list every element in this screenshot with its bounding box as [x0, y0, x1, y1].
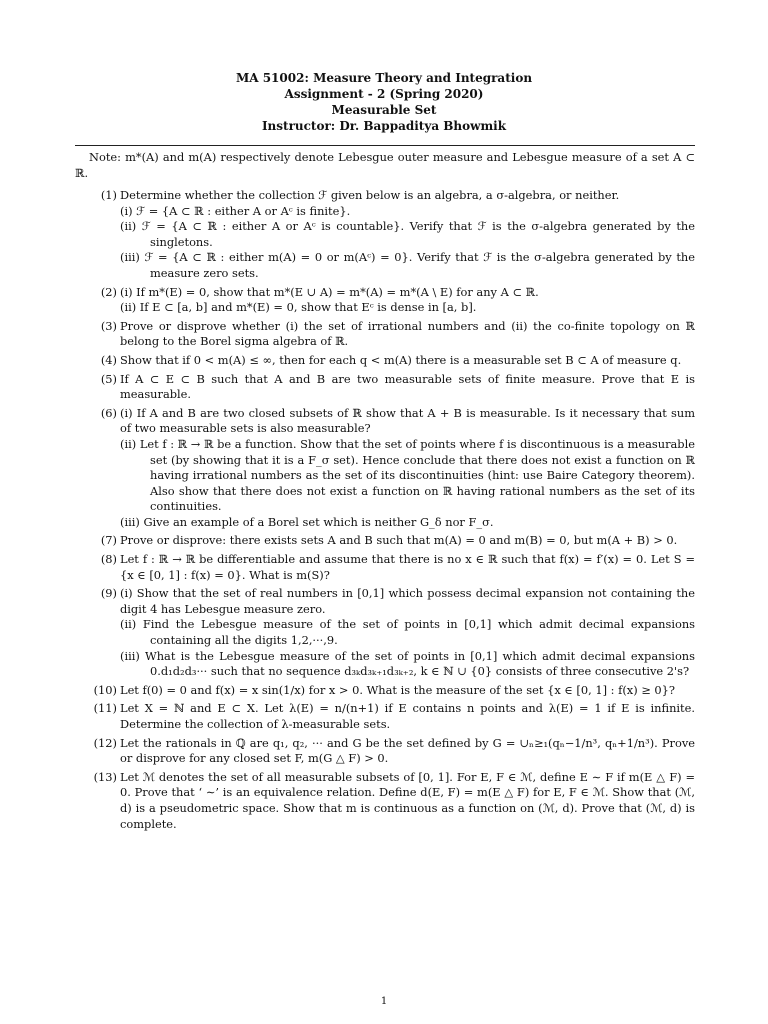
- problem-text-line: (ii) If E ⊂ [a, b] and m*(E) = 0, show that Eᶜ is dense in [a, b].: [120, 300, 477, 315]
- problem-item: [75, 533, 695, 549]
- problem-item: [75, 188, 695, 282]
- problem-number: (6): [100, 405, 117, 420]
- problem-text-line: Prove or disprove: there exists sets A and B such that m(A) = 0 and m(B) = 0, but m(A + B) > 0.: [120, 533, 678, 548]
- problem-text-line: Let f : ℝ → ℝ be differentiable and assume that there is no x ∈ ℝ such that f(x) = f′(x) = 0. Let S = {x ∈ [0, 1] : f(x) = 0}. What is m(S)?: [120, 552, 695, 582]
- problem-item: [75, 736, 695, 767]
- note-paragraph: Note: m*(A) and m(A) respectively denote Lebesgue outer measure and Lebesgue measure of a set A ⊂ ℝ.: [75, 150, 695, 180]
- document-header: [0, 70, 768, 134]
- instructor-name: Instructor: Dr. Bappaditya Bhowmik: [261, 119, 507, 133]
- problem-number: (12): [93, 735, 117, 750]
- problem-number: (2): [100, 284, 117, 299]
- problem-item: [75, 285, 695, 316]
- problem-text-line: (i) If A and B are two closed subsets of ℝ show that A + B is measurable. Is it necessary that sum of two measurable sets is also measurable?: [120, 405, 695, 436]
- problem-number: (4): [100, 352, 117, 367]
- problem-number: (1): [100, 188, 117, 202]
- problem-item: [75, 372, 695, 403]
- problem-text-line: Let the rationals in ℚ are q₁, q₂, ··· and G be the set defined by G = ∪ₙ≥₁(qₙ−1/n³, qₙ+1/n³). Prove or disprove for any closed set F, m(G △ F) > 0.: [120, 735, 695, 766]
- problem-text-line: Let X = ℕ and E ⊂ X. Let λ(E) = n/(n+1) if E contains n points and λ(E) = 1 if E is infinite. Determine the collection of λ-measurable sets.: [120, 701, 695, 731]
- problem-text-line: (ii) Find the Lebesgue measure of the set of points in [0,1] which admit decimal expansions containing all the digits 1,2,···,9.: [120, 617, 695, 648]
- problem-text-line: Let ℳ denotes the set of all measurable subsets of [0, 1]. For E, F ∈ ℳ, define E ∼ F if m(E △ F) = 0. Prove that ‘ ∼’ is an equivalence relation. Define d(E, F) = m(E △ F) for E, F ∈ ℳ. Show that (ℳ, d) is a pseudometric space. Show that m is continuous as a function on (ℳ, d). Prove that (ℳ, d) is complete.: [120, 769, 695, 831]
- problem-item: [75, 701, 695, 732]
- problem-item: [75, 319, 695, 350]
- problem-number: (3): [100, 318, 117, 333]
- assignment-title: Assignment - 2 (Spring 2020): [284, 87, 484, 101]
- problem-text-line: (i) If m*(E) = 0, show that m*(E ∪ A) = m*(A) = m*(A \ E) for any A ⊂ ℝ.: [120, 284, 539, 299]
- header-divider: [75, 145, 695, 146]
- problem-number: (7): [100, 533, 117, 548]
- problem-text-line: Determine whether the collection ℱ given below is an algebra, a σ-algebra, or neither.: [120, 188, 620, 202]
- problem-text-line: Show that if 0 < m(A) ≤ ∞, then for each q < m(A) there is a measurable set B ⊂ A of measure q.: [120, 352, 682, 367]
- problem-text-line: (i) Show that the set of real numbers in [0,1] which possess decimal expansion not containing the digit 4 has Lebesgue measure zero.: [120, 586, 695, 616]
- problem-text-line: If A ⊂ E ⊂ B such that A and B are two measurable sets of finite measure. Prove that E is measurable.: [120, 371, 695, 402]
- problem-text-line: (ii) ℱ = {A ⊂ ℝ : either A or Aᶜ is countable}. Verify that ℱ is the σ-algebra generated by the singletons.: [120, 219, 695, 249]
- problem-item: [75, 683, 695, 699]
- problem-text-line: (iii) Give an example of a Borel set which is neither G_δ nor F_σ.: [120, 514, 494, 529]
- problem-text-line: (iii) ℱ = {A ⊂ ℝ : either m(A) = 0 or m(Aᶜ) = 0}. Verify that ℱ is the σ-algebra generated by the measure zero sets.: [120, 250, 695, 280]
- problem-item: [75, 552, 695, 583]
- topic-title: Measurable Set: [331, 103, 437, 117]
- problem-number: (13): [93, 769, 117, 784]
- page-number: 1: [380, 996, 388, 1007]
- problem-text-line: (iii) What is the Lebesgue measure of the set of points in [0,1] which admit decimal expansions 0.d₁d₂d₃··· such that no sequence d₃ₖd₃ₖ₊₁d₃ₖ₊₂, k ∈ ℕ ∪ {0} consists of three consecutive 2's?: [120, 648, 695, 679]
- problem-item: [75, 353, 695, 369]
- problem-text-line: Prove or disprove whether (i) the set of irrational numbers and (ii) the co-finite topology on ℝ belong to the Borel sigma algebra of ℝ.: [120, 318, 695, 349]
- problem-text-line: (i) ℱ = {A ⊂ ℝ : either A or Aᶜ is finite}.: [120, 203, 351, 218]
- problem-number: (11): [93, 701, 117, 716]
- problem-text-line: (ii) Let f : ℝ → ℝ be a function. Show that the set of points where f is discontinuous is a measurable set (by showing that it is a F_σ set). Hence conclude that there does not exist a function on ℝ having irrational numbers as the set of its discontinuities (hint: use Baire Category theorem). Also show that there does not exist a function on ℝ having rational numbers as the set of its continuities.: [120, 436, 695, 514]
- problem-number: (9): [100, 586, 117, 601]
- problem-item: [75, 406, 695, 531]
- problem-item: [75, 770, 695, 832]
- problem-number: (5): [100, 371, 117, 386]
- problem-number: (8): [100, 552, 117, 567]
- problem-number: (10): [93, 682, 117, 697]
- problem-text-line: Let f(0) = 0 and f(x) = x sin(1/x) for x > 0. What is the measure of the set {x ∈ [0, 1] : f(x) ≥ 0}?: [120, 682, 676, 697]
- course-title: MA 51002: Measure Theory and Integration: [235, 71, 533, 85]
- problem-list: [75, 188, 695, 835]
- problem-item: [75, 586, 695, 680]
